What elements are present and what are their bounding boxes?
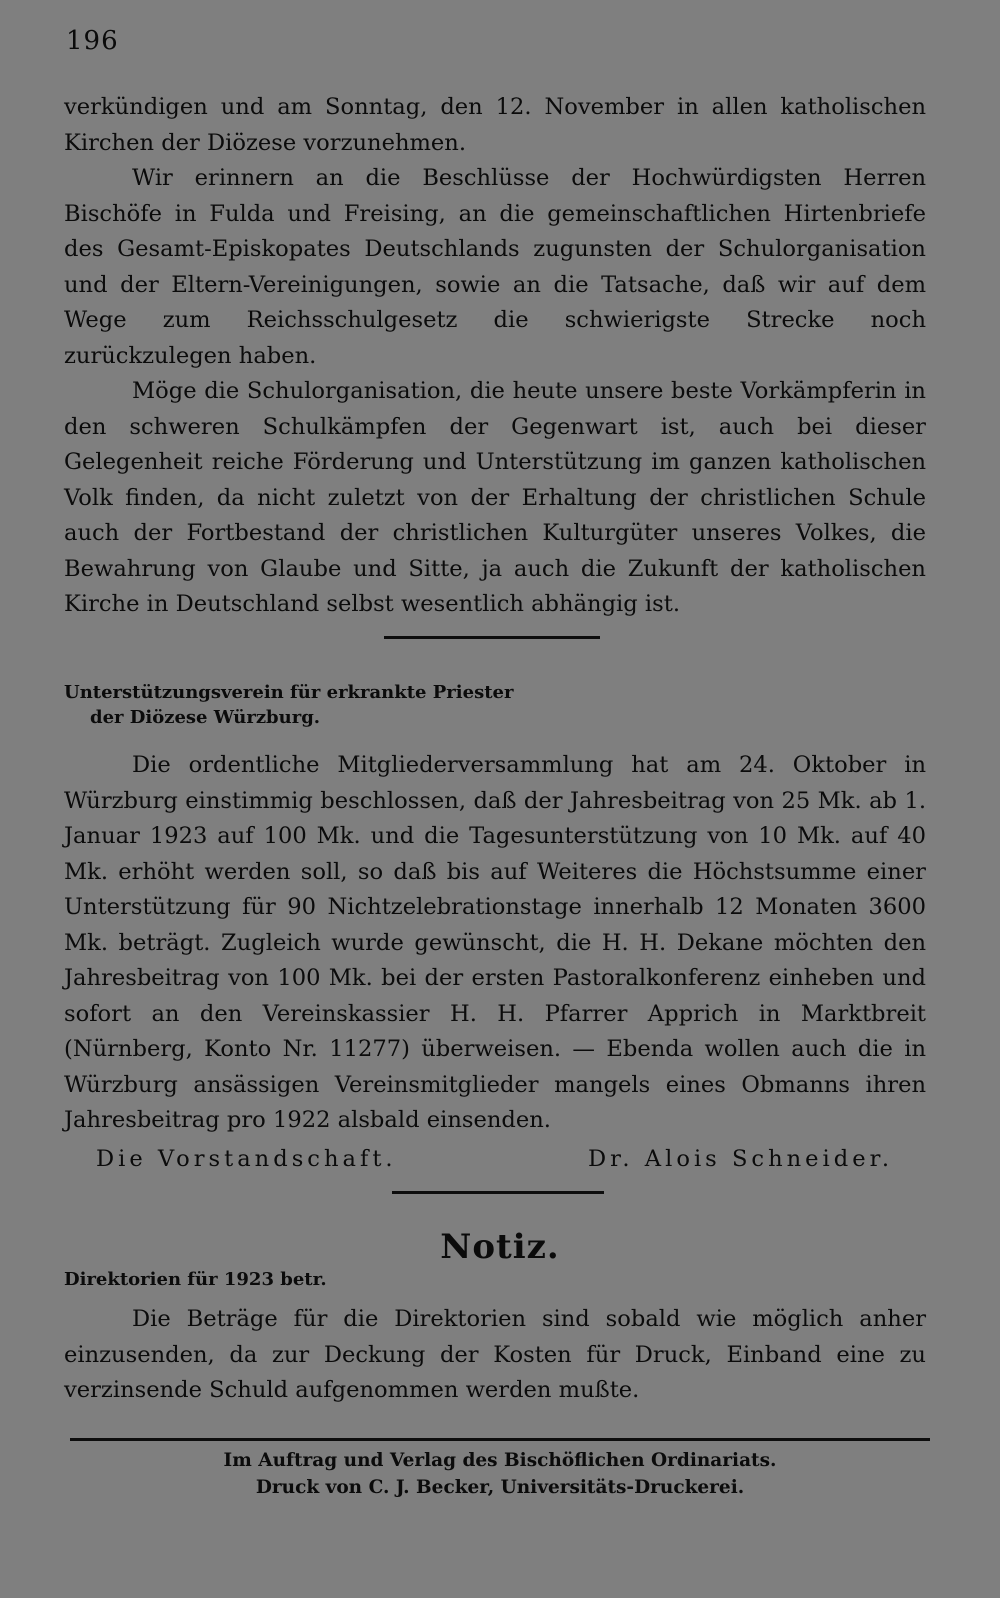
footer-imprint (70, 1447, 930, 1501)
page-number: 196 (66, 26, 119, 56)
section-schulorganisation (64, 90, 926, 623)
paragraph-schulorganisation: Möge die Schulorganisation, die heute unsere beste Vorkämpferin in den schweren Schulkämpfen der Gegenwart ist, auch bei dieser Gelegenheit reiche Förderung und Unterstützung im ganzen katholischen Volk finden, da nicht zuletzt von der Erhaltung der christlichen Schule auch der Fortbestand der christlichen Kulturgüter unseres Volkes, die Bewahrung von Glaube und Sitte, ja auch die Zukunft der katholischen Kirche in Deutschland selbst wesentlich abhängig ist. (64, 378, 926, 617)
signature-schneider: Dr. Alois Schneider. (588, 1146, 894, 1172)
footer-printer: Druck von C. J. Becker, Universitäts-Druckerei. (255, 1477, 745, 1498)
notice-subheading: Direktorien für 1923 betr. (64, 1269, 327, 1290)
paragraph-announcement-end: verkündigen und am Sonntag, den 12. November in allen katholischen Kirchen der Diözese vorzunehmen. (64, 94, 926, 156)
footer-rule (70, 1438, 930, 1441)
paragraph-direktorien: Die Beträge für die Direktorien sind sobald wie möglich anher einzusenden, da zur Deckung der Kosten für Druck, Einband eine zu verzinsende Schuld aufgenommen werden mußte. (64, 1306, 926, 1403)
section-divider (392, 1191, 604, 1194)
section-notiz (64, 1302, 926, 1409)
section-heading-line2: der Diözese Würzburg. (90, 707, 321, 728)
paragraph-mitgliederversammlung: Die ordentliche Mitgliederversammlung hat am 24. Oktober in Würzburg einstimmig beschlossen, daß der Jahresbeitrag von 25 Mk. ab 1. Januar 1923 auf 100 Mk. und die Tagesunterstützung von 10 Mk. auf 40 Mk. erhöht werden soll, so daß bis auf Weiteres die Höchstsumme einer Unterstützung für 90 Nichtzelebrationstage innerhalb 12 Monaten 3600 Mk. beträgt. Zugleich wurde gewünscht, die H. H. Dekane möchten den Jahresbeitrag von 100 Mk. bei der ersten Pastoralkonferenz einheben und sofort an den Vereinskassier H. H. Pfarrer Apprich in Marktbreit (Nürnberg, Konto Nr. 11277) überweisen. — Ebenda wollen auch die in Würzburg ansässigen Vereinsmitglieder mangels eines Obmanns ihren Jahresbeitrag pro 1922 alsbald einsenden. (64, 752, 926, 1133)
section-heading-line1: Unterstützungsverein für erkrankte Priester (64, 682, 514, 703)
section-divider (384, 636, 600, 639)
footer-publisher: Im Auftrag und Verlag des Bischöflichen Ordinariats. (223, 1450, 777, 1471)
section-unterstuetzungsverein (64, 748, 926, 1139)
notice-title: Notiz. (440, 1227, 560, 1267)
paragraph-reminder: Wir erinnern an die Beschlüsse der Hochwürdigsten Herren Bischöfe in Fulda und Freising, an die gemeinschaftlichen Hirtenbriefe des Gesamt-Episkopates Deutschlands zugunsten der Schulorganisation und der Eltern-Vereinigungen, sowie an die Tatsache, daß wir auf dem Wege zum Reichsschulgesetz die schwierigste Strecke noch zurückzulegen haben. (64, 165, 926, 369)
signature-vorstandschaft: Die Vorstandschaft. (96, 1146, 397, 1172)
